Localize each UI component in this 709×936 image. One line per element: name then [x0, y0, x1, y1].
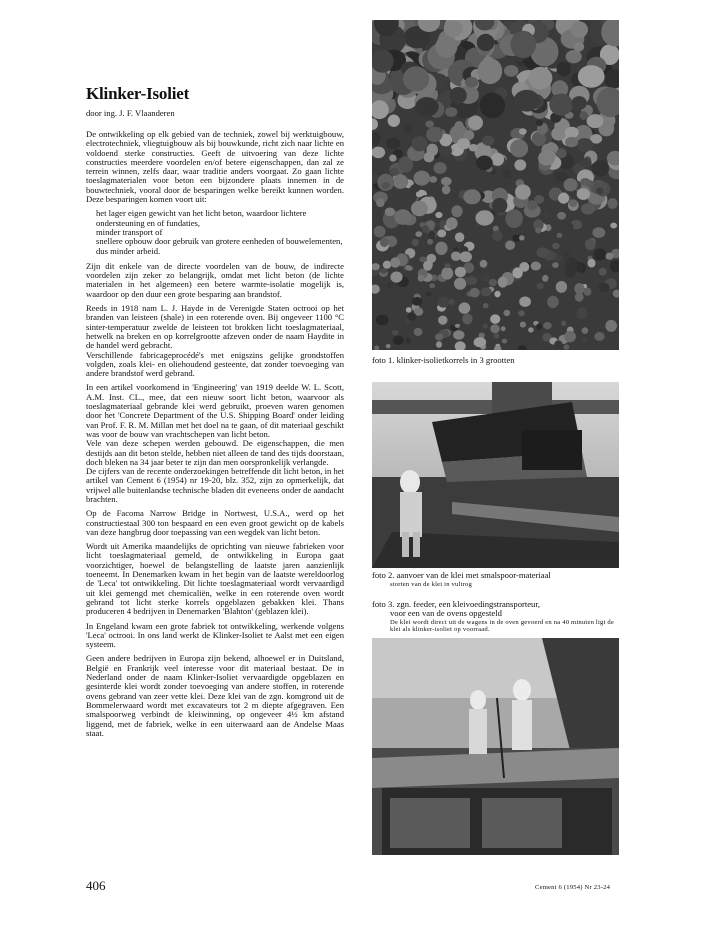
paragraph: In een artikel voorkomend in 'Engineering' van 1919 deelde W. L. Scott, A.M. Inst. CL., mee, dat een nieuw soort licht beton, waarvoor als toeslagmateriaal gebrande klei werd gebruikt, proeven waren genomen door het 'Concrete Department of the U.S. Shipping Board' onder leiding van Prof. F. R. M. Millan met het doel na te gaan, of dit materiaal geschikt was voor de bouw van vrachtschepen van licht beton.	[86, 382, 344, 439]
list-item: het lager eigen gewicht van het licht beton, waardoor lichtere ondersteuning en of fundaties,	[96, 208, 307, 228]
photo-clinker-pellets	[372, 20, 619, 350]
paragraph: De cijfers van de recente onderzoekingen betreffende dit licht beton, in het artikel van Cement 6 (1954) nr 19-20, blz. 352, zijn zo opmerkelijk, dat vrijwel alle buitenlandse technische bladen dit eveneens onder de aandacht brachten.	[86, 466, 344, 504]
caption-photo-3-sub: De klei wordt direct uit de wagens in de oven gevoerd en na 40 minuten ligt de klei als klinker-isoliet op voorraad.	[390, 619, 614, 634]
caption-photo-3: foto 3. zgn. feeder, een kleivoedingstransporteur,	[372, 599, 541, 609]
paragraph: In Engeland kwam een grote fabriek tot ontwikkeling, werkende volgens 'Leca' octrooi. In ons land werkt de Klinker-Isoliet te Aalst met een eigen systeem.	[86, 620, 344, 650]
caption-photo-2-sub: storten van de klei in vultrog	[390, 581, 472, 588]
photo-narrow-gauge-rail	[372, 382, 619, 568]
list-item: minder transport of	[96, 226, 163, 237]
paragraph: Zijn dit enkele van de directe voordelen van de bouw, de indirecte voordelen zijn zeker zo belangrijk, omdat met licht beton (de lichte materialen in het algemeen) een betere warmte-isolatie mogelijk is, waardoor op den duur een grote besparing aan brandstof.	[86, 260, 344, 299]
paragraph: Vele van deze schepen werden gebouwd. De eigenschappen, die men destijds aan dit beton stelde, hebben niet alleen de tand des tijds doorstaan, doch bleken na 34 jaar beter te zijn dan men oorspronkelijk verlangde.	[86, 438, 344, 467]
list-item: snellere opbouw door gebruik van grotere eenheden of bouwelementen, dus minder arbeid.	[96, 236, 343, 256]
article-author: door ing. J. F. Vlaanderen	[86, 108, 175, 118]
paragraph: Geen andere bedrijven in Europa zijn bekend, alhoewel er in Duitsland, België en Frankrijk veel interesse voor dit materiaal bestaat. De in Nederland onder de naam Klinker-Isoliet vervaardigde opgeblazen en gesinterde klei wordt zonder toevoeging van andere stoffen, in roterende ovens gebrand van zeer vette klei. Deze klei van de zgn. komgrond uit de Bommelerwaard wordt met excavateurs tot 2 m diepte afgegraven. Een smalspoorweg verbindt de kleiwinning, op ongeveer 4½ km afstand liggend, met de fabriek, welke in een uiterwaard aan de Andelse Maas staat.	[86, 653, 344, 738]
paragraph: Verschillende fabricageprocédé's met enigszins gelijke grondstoffen volgden, zoals klei- en oliehoudend gesteente, dat zonder toevoeging van andere brandstof werd gebrand.	[86, 349, 344, 379]
paragraph: Op de Facoma Narrow Bridge in Nortwest, U.S.A., werd op het constructiestaal 300 ton bespaard en een even groot gewicht op de kabels van deze hangbrug door toepassing van een wegdek van licht beton.	[86, 508, 344, 537]
paragraph: Reeds in 1918 nam L. J. Hayde in de Verenigde Staten octrooi op het branden van leisteen (shale) in een roterende oven. Bij ongeveer 1100 °C sinter-temperatuur zwelde de leisteen tot brokken licht toeslagmateriaal, hetwelk na breken en op korrelgrootte afzeven onder de naam Haydite in de handel werd gebracht.	[86, 303, 344, 351]
journal-reference: Cement 6 (1954) Nr 23-24	[535, 884, 611, 891]
caption-photo-2: foto 2. aanvoer van de klei met smalspoor-materiaal	[372, 570, 551, 580]
paragraph: Wordt uit Amerika maandelijks de oprichting van nieuwe fabrieken voor licht toeslagmateriaal gemeld, de ontwikkeling in Europa gaat voorzichtiger, hoewel de belangstelling de laatste jaren aanzienlijk toeneemt. In Denemarken kwam in het begin van de laatste wereldoorlog de 'Leca' tot ontwikkeling. Dit lichte toeslagmateriaal wordt vervaardigd uit klei gemengd met chemicaliën, welke in een roterende oven wordt gebrand tot licht sterke korrels opgeblazen gebakken klei. Thans produceren 4 bedrijven in Denemarken 'Blahton' (geblazen klei).	[86, 541, 344, 617]
benefits-list	[96, 209, 344, 255]
paragraph: De ontwikkeling op elk gebied van de techniek, zowel bij werktuigbouw, electrotechniek, vliegtuigbouw als bij bouwkunde, richt zich naar lichte en voldoend sterke constructies. Geeft de uitvoering van deze lichte constructies meerdere voordelen en/of betere eigenschappen, dan zal ze terrein winnen, zelfs daar, waar traditie anders voorgaat. Zo gaan lichte toeslagmaterialen voor beton een bijzondere plaats innemen in de bouwtechniek, vooral door de besparingen welke bereikt kunnen worden. Deze besparingen komen voort uit:	[86, 129, 344, 205]
page-number: 406	[86, 878, 106, 893]
article-title: Klinker-Isoliet	[86, 84, 190, 103]
caption-photo-3-line2: voor een van de ovens opgesteld	[390, 608, 502, 618]
caption-photo-1: foto 1. klinker-isolietkorrels in 3 grootten	[372, 355, 515, 365]
photo-clay-feeder	[372, 638, 619, 855]
body-text-column	[86, 130, 344, 743]
